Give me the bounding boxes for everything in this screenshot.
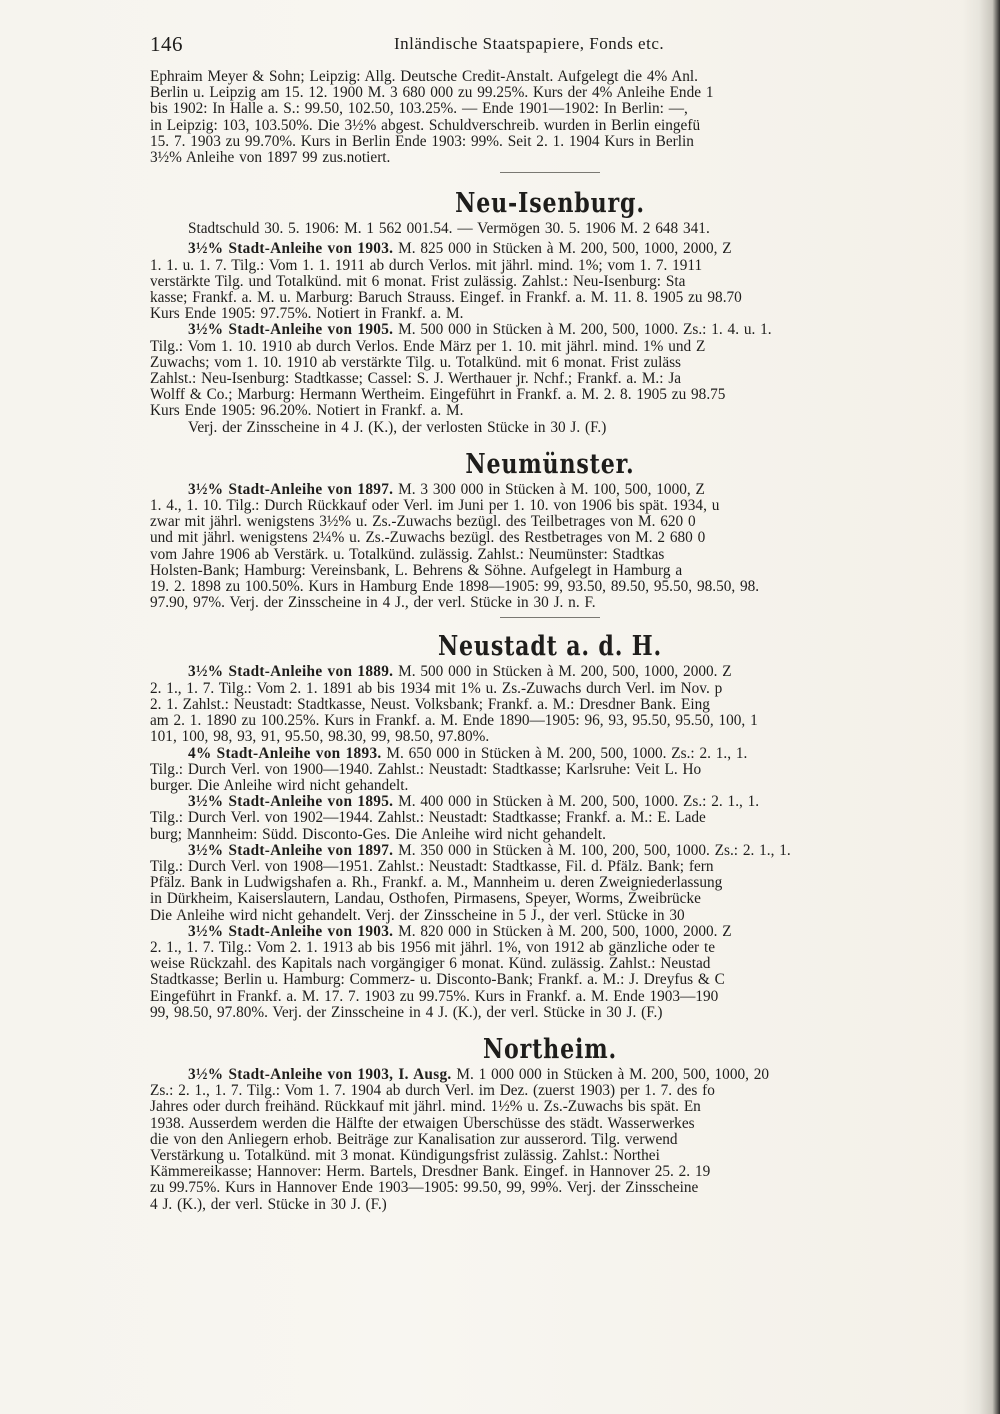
text-line: in Dürkheim, Kaiserslautern, Landau, Osthofen, Pirmasens, Speyer, Worms, Zweibrücke [150, 891, 701, 908]
bond-title: 3½% Stadt-Anleihe von 1895. [188, 794, 394, 811]
section-heading-northeim: Northeim. [482, 1033, 617, 1065]
bond-entry-first-line [150, 1067, 950, 1083]
bond-entry-first-line [150, 322, 950, 338]
bond-title: 3½% Stadt-Anleihe von 1897. [188, 481, 394, 498]
text-line: Holsten-Bank; Hamburg: Vereinsbank, L. Behrens & Söhne. Aufgelegt in Hamburg a [150, 562, 683, 579]
page-edge-shadow [962, 0, 1000, 1414]
text-line: Kurs Ende 1905: 96.20%. Notiert in Frankf. a. M. [150, 403, 464, 420]
bond-entry-first-line [150, 924, 950, 940]
page-number: 146 [150, 32, 183, 56]
text-line: 15. 7. 1903 zu 99.70%. Kurs in Berlin Ende 1903: 99%. Seit 2. 1. 1904 Kurs in Berlin [150, 133, 694, 150]
text-line: 3½% Anleihe von 1897 99 zus.notiert. [150, 150, 391, 167]
text-line: 2. 1., 1. 7. Tilg.: Vom 2. 1. 1891 ab bis 1934 mit 1% u. Zs.-Zuwachs durch Verl. im Nov. p [150, 680, 723, 697]
bond-entry-first-line [150, 843, 950, 859]
text-line: Tilg.: Durch Verl. von 1908—1951. Zahlst.: Neustadt: Stadtkasse, Fil. d. Pfälz. Bank; fern [150, 858, 714, 875]
text-line: am 2. 1. 1890 zu 100.25%. Kurs in Frankf. a. M. Ende 1890—1905: 96, 93, 95.50, 95.50, 100, 1 [150, 713, 758, 730]
text-line: Berlin u. Leipzig am 15. 12. 1900 M. 3 680 000 zu 99.25%. Kurs der 4% Anleihe Ende 1 [150, 85, 714, 102]
text-line: Tilg.: Durch Verl. von 1902—1944. Zahlst.: Neustadt: Stadtkasse; Frankf. a. M.: E. Lade [150, 810, 706, 827]
bond-title: 3½% Stadt-Anleihe von 1897. [188, 842, 394, 859]
bond-title: 3½% Stadt-Anleihe von 1889. [188, 664, 394, 681]
text-line: 19. 2. 1898 zu 100.50%. Kurs in Hamburg Ende 1898—1905: 99, 93.50, 89.50, 95.50, 98.50, 98. [150, 579, 760, 596]
bond-entry-first-line [150, 794, 950, 810]
text-line: Pfälz. Bank in Ludwigshafen a. Rh., Frankf. a. M., Mannheim u. deren Zweigniederlassung [150, 875, 723, 892]
text-line: verstärkte Tilg. und Totalkünd. mit 6 monat. Frist zulässig. Zahlst.: Neu-Isenburg: Sta [150, 273, 686, 290]
bond-title: 3½% Stadt-Anleihe von 1903, I. Ausg. [188, 1066, 452, 1083]
bond-title: 3½% Stadt-Anleihe von 1903. [188, 241, 394, 258]
bond-entry-first-line [150, 482, 950, 498]
text-line: 4 J. (K.), der verl. Stücke in 30 J. (F.) [150, 1196, 387, 1213]
text-line: 2. 1., 1. 7. Tilg.: Vom 2. 1. 1913 ab bis 1956 mit jährl. 1%, von 1912 ab gänzliche oder te [150, 939, 715, 956]
text-line: 2. 1. Zahlst.: Neustadt: Stadtkasse, Neust. Volksbank; Frankf. a. M.: Dresdner Bank. Eing [150, 696, 710, 713]
text-segment: M. 500 000 in Stücken à M. 200, 500, 1000. Zs.: 1. 4. u. 1. [393, 322, 772, 339]
bond-entry-first-line [150, 746, 950, 762]
text-line: 101, 100, 98, 93, 91, 95.50, 98.30, 99, 98.50, 97.80%. [150, 729, 490, 746]
text-line: zu 99.75%. Kurs in Hannover Ende 1903—1905: 99.50, 99, 99%. Verj. der Zinsscheine [150, 1180, 699, 1197]
text-line: vom Jahre 1906 ab Verstärk. u. Totalkünd. zulässig. Zahlst.: Neumünster: Stadtkas [150, 546, 665, 563]
text-line: Jahres oder durch freihänd. Rückkauf mit jährl. mind. 1½% u. Zs.-Zuwachs bis spät. En [150, 1099, 701, 1116]
text-line: Zs.: 2. 1., 1. 7. Tilg.: Vom 1. 7. 1904 ab durch Verl. im Dez. (zuerst 1903) per 1. 7. des fo [150, 1083, 715, 1100]
text-segment: M. 820 000 in Stücken à M. 200, 500, 1000, 2000. Z [393, 923, 732, 940]
text-line: bis 1902: In Halle a. S.: 99.50, 102.50, 103.25%. — Ende 1901—1902: In Berlin: —, [150, 101, 688, 118]
text-line: burger. Die Anleihe wird nicht gehandelt. [150, 777, 409, 794]
text-line: Tilg.: Durch Verl. von 1900—1940. Zahlst.: Neustadt: Stadtkasse; Karlsruhe: Veit L. Ho [150, 761, 702, 778]
text-line: Verstärkung u. Totalkünd. mit 3 monat. Kündigungsfrist zulässig. Zahlst.: Northei [150, 1147, 660, 1164]
bond-entry-first-line [150, 241, 950, 257]
text-line: Kämmereikasse; Hannover: Herm. Bartels, Dresdner Bank. Eingef. in Hannover 25. 2. 19 [150, 1164, 711, 1181]
text-line: kasse; Frankf. a. M. u. Marburg: Baruch Strauss. Eingef. in Frankf. a. M. 11. 8. 1905 zu 98.70 [150, 290, 742, 307]
bond-title: 4% Stadt-Anleihe von 1893. [188, 745, 382, 762]
text-segment: M. 3 300 000 in Stücken à M. 100, 500, 1000, Z [393, 481, 705, 498]
section-divider [500, 172, 600, 173]
text-line: 97.90, 97%. Verj. der Zinsscheine in 4 J., der verl. Stücke in 30 J. n. F. [150, 595, 596, 612]
intro-paragraph [150, 69, 950, 166]
text-segment: M. 825 000 in Stücken à M. 200, 500, 1000, 2000, Z [393, 241, 732, 258]
text-segment: M. 350 000 in Stücken à M. 100, 200, 500, 1000. Zs.: 2. 1., 1. [393, 842, 791, 859]
debt-line: Stadtschuld 30. 5. 1906: M. 1 562 001.54. — Vermögen 30. 5. 1906 M. 2 648 341. [188, 221, 710, 238]
text-line: Stadtkasse; Berlin u. Hamburg: Commerz- u. Disconto-Bank; Frankf. a. M.: J. Dreyfus & C [150, 972, 725, 989]
text-line: Kurs Ende 1905: 97.75%. Notiert in Frankf. a. M. [150, 306, 464, 323]
bond-entry-first-line [150, 664, 950, 680]
text-line: burg; Mannheim: Südd. Disconto-Ges. Die Anleihe wird nicht gehandelt. [150, 826, 606, 843]
text-line: 99, 98.50, 97.80%. Verj. der Zinsscheine in 4 J. (K.), der verl. Stücke in 30 J. (F.) [150, 1004, 663, 1021]
text-line: Zahlst.: Neu-Isenburg: Stadtkasse; Cassel: S. J. Werthauer jr. Nchf.; Frankf. a. M.: Ja [150, 371, 682, 388]
text-line: Ephraim Meyer & Sohn; Leipzig: Allg. Deutsche Credit-Anstalt. Aufgelegt die 4% Anl. [150, 69, 698, 85]
text-segment: M. 650 000 in Stücken à M. 200, 500, 1000. Zs.: 2. 1., 1. [381, 745, 748, 762]
text-line: Wolff & Co.; Marburg: Hermann Wertheim. Eingeführt in Frankf. a. M. 2. 8. 1905 zu 98.75 [150, 387, 726, 404]
section-heading-neustadt: Neustadt a. d. H. [437, 631, 663, 663]
bond-title: 3½% Stadt-Anleihe von 1905. [188, 322, 394, 339]
bond-title: 3½% Stadt-Anleihe von 1903. [188, 923, 394, 940]
text-line: 1. 1. u. 1. 7. Tilg.: Vom 1. 1. 1911 ab durch Verlos. mit jährl. mind. 1%; vom 1. 7. 1911 [150, 257, 703, 274]
section-divider [500, 617, 600, 618]
text-line: 1. 4., 1. 10. Tilg.: Durch Rückkauf oder Verl. im Juni per 1. 10. von 1906 bis spät. 1934, u [150, 498, 720, 515]
text-line: Die Anleihe wird nicht gehandelt. Verj. der Zinsscheine in 5 J., der verl. Stücke in 30 [150, 907, 685, 924]
text-column [150, 30, 950, 1213]
running-title: Inländische Staatspapiere, Fonds etc. [394, 34, 665, 53]
text-line: und mit jährl. wenigstens 2¼% u. Zs.-Zuwachs bezügl. des Restbetrages von M. 2 680 0 [150, 530, 706, 547]
text-segment: M. 500 000 in Stücken à M. 200, 500, 1000, 2000. Z [393, 664, 732, 681]
text-line: in Leipzig: 103, 103.50%. Die 3½% abgest. Schuldverschreib. wurden in Berlin eingefü [150, 117, 701, 134]
text-line: Zuwachs; vom 1. 10. 1910 ab verstärkte Tilg. u. Totalkünd. mit 6 monat. Frist zuläss [150, 354, 682, 371]
text-line: 1938. Ausserdem werden die Hälfte der etwaigen Überschüsse des städt. Wasserwerkes [150, 1115, 695, 1132]
text-line: Eingeführt in Frankf. a. M. 17. 7. 1903 zu 99.75%. Kurs in Frankf. a. M. Ende 1903—190 [150, 988, 719, 1005]
text-segment: M. 400 000 in Stücken à M. 200, 500, 1000. Zs.: 2. 1., 1. [393, 794, 760, 811]
section-heading-neumuenster: Neumünster. [465, 448, 635, 480]
verjaehrung-line: Verj. der Zinsscheine in 4 J. (K.), der verlosten Stücke in 30 J. (F.) [188, 419, 607, 436]
section-heading-neu-isenburg: Neu-Isenburg. [455, 188, 645, 220]
text-line: die von den Anliegern erhob. Beiträge zur Kanalisation zur ausserord. Tilg. verwend [150, 1131, 678, 1148]
text-line: Tilg.: Vom 1. 10. 1910 ab durch Verlos. Ende März per 1. 10. mit jährl. mind. 1% und Z [150, 338, 706, 355]
running-head [150, 30, 950, 60]
text-line: zwar mit jährl. wenigstens 3½% u. Zs.-Zuwachs bezügl. des Teilbetrages von M. 620 0 [150, 514, 696, 531]
text-line: weise Rückzahl. des Kapitals nach vorgängiger 6 monat. Künd. zulässig. Zahlst.: Neustad [150, 956, 711, 973]
text-segment: M. 1 000 000 in Stücken à M. 200, 500, 1000, 20 [451, 1066, 770, 1083]
